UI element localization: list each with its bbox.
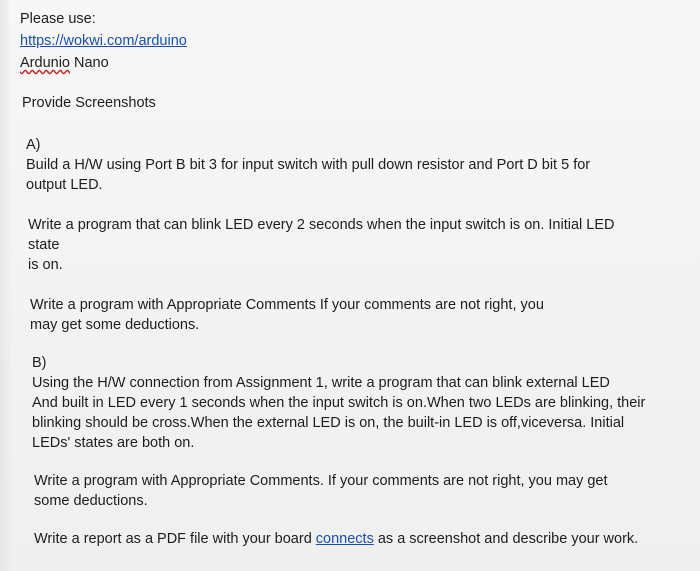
board-word-misspelled: Ardunio <box>20 55 70 71</box>
report-text-before: Write a report as a PDF file with your board <box>34 531 316 547</box>
section-a-task2-line1: Write a program that can blink LED every 2 seconds when the input switch is on. Initial LED <box>28 217 615 233</box>
please-use-text: Please use: <box>20 11 96 27</box>
connects-link[interactable]: connects <box>315 531 374 547</box>
section-a-task2-line2: state <box>28 237 60 253</box>
section-a-label: A) <box>26 137 41 153</box>
section-a-task3-line1: Write a program with Appropriate Comments If your comments are not right, you <box>30 297 544 313</box>
section-b-comments-line1: Write a program with Appropriate Comments. If your comments are not right, you may get <box>34 473 608 489</box>
section-a-task1-line1: Build a H/W using Port B bit 3 for input switch with pull down resistor and Port D bit 5 for <box>26 157 591 173</box>
report-text-after: as a screenshot and describe your work. <box>373 531 639 547</box>
wokwi-link[interactable]: https://wokwi.com/arduino <box>20 33 187 49</box>
section-b-line4: LEDs' states are both on. <box>32 435 195 451</box>
section-b-line1: Using the H/W connection from Assignment 1, write a program that can blink external LED <box>32 375 610 391</box>
board-word-rest: Nano <box>69 55 109 71</box>
section-b-label: B) <box>32 355 47 371</box>
section-b-line2: And built in LED every 1 seconds when the input switch is on.When two LEDs are blinking, their <box>32 395 646 411</box>
section-a-task1-line2: output LED. <box>26 177 103 193</box>
provide-screenshots-text: Provide Screenshots <box>22 95 156 111</box>
section-a-task2-line3: is on. <box>28 257 63 273</box>
section-a-task3-line2: may get some deductions. <box>30 317 200 333</box>
board-name <box>20 54 109 72</box>
section-b-comments-line2: some deductions. <box>34 493 148 509</box>
section-b-line3: blinking should be cross.When the external LED is on, the built-in LED is off,viceversa. Initial <box>32 415 625 431</box>
report-instruction <box>34 530 638 548</box>
